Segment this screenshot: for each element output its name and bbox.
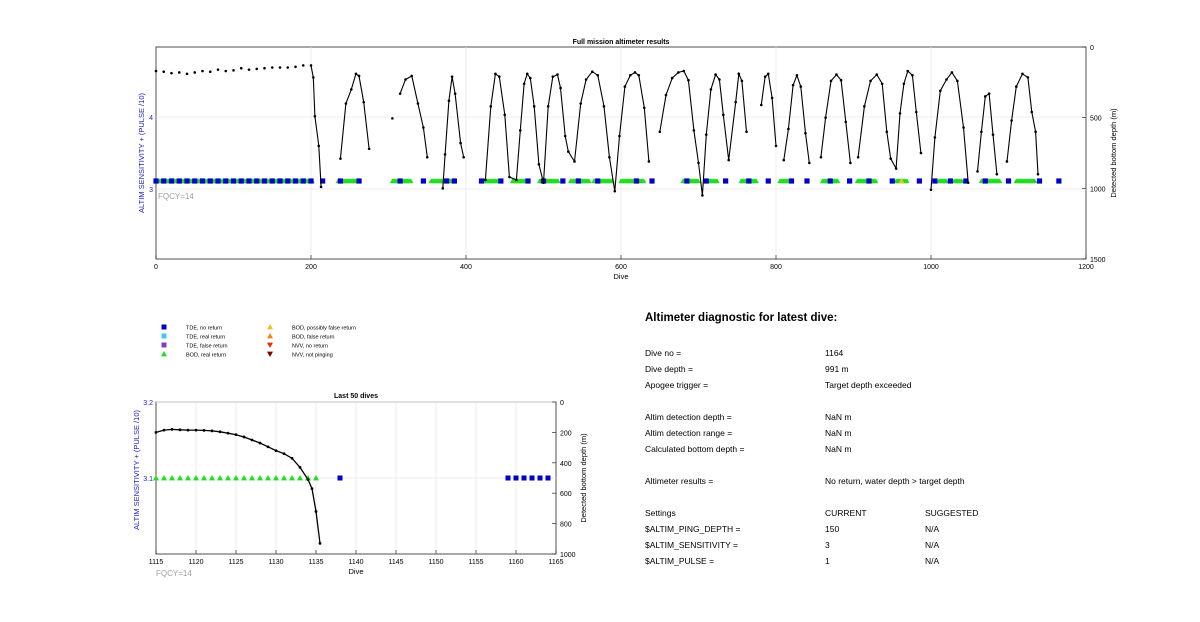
- legend-triangle-down-marker: [267, 352, 273, 357]
- x-tick-label: 1130: [268, 559, 284, 566]
- settings-header-label: Settings: [645, 508, 676, 518]
- tde-no-return-marker: [766, 178, 771, 183]
- legend-label: BOD, real return: [186, 352, 227, 359]
- tde-no-return-marker: [538, 476, 543, 481]
- legend-label: NVV, not pinging: [292, 352, 333, 359]
- settings-row-ping-depth: [645, 524, 1185, 536]
- diag-value: NaN m: [825, 412, 852, 422]
- tde-no-return-marker: [789, 178, 794, 183]
- tde-no-return-marker: [522, 476, 527, 481]
- legend-label: TDE, false return: [186, 343, 228, 350]
- setting-suggested: N/A: [925, 540, 940, 550]
- tde-no-return-marker: [847, 178, 852, 183]
- diag-label: Dive no =: [645, 348, 682, 358]
- bottom-depth-point: [391, 117, 394, 120]
- bottom-depth-point: [203, 429, 206, 432]
- x-tick-label: 400: [460, 264, 472, 271]
- diag-label: Dive depth =: [645, 364, 693, 374]
- tde-no-return-marker: [452, 178, 457, 183]
- bottom-depth-point: [251, 439, 254, 442]
- bottom-depth-point: [232, 69, 235, 72]
- diag-row-dive-no: [645, 348, 1185, 360]
- right-tick-label: 1000: [1090, 186, 1106, 194]
- x-tick-label: 0: [154, 264, 158, 271]
- tde-no-return-marker: [301, 178, 306, 183]
- bottom-depth-point: [259, 442, 262, 445]
- bottom-depth-point: [193, 71, 196, 74]
- diag-label: Calculated bottom depth =: [645, 444, 745, 454]
- tde-no-return-marker: [239, 178, 244, 183]
- tde-no-return-marker: [184, 178, 189, 183]
- settings-row-sensitivity: [645, 540, 1185, 552]
- right-tick-label: 200: [560, 430, 572, 438]
- diag-label: Altim detection depth =: [645, 412, 732, 422]
- bottom-depth-point: [195, 429, 198, 432]
- legend-label: TDE, real return: [186, 334, 226, 341]
- diag-value: No return, water depth > target depth: [825, 476, 965, 486]
- x-tick-label: 800: [770, 264, 782, 271]
- tde-no-return-marker: [262, 178, 267, 183]
- diagnostic-title: Altimeter diagnostic for latest dive:: [645, 312, 838, 324]
- tde-no-return-marker: [498, 178, 503, 183]
- bottom-depth-point: [283, 452, 286, 455]
- tde-no-return-marker: [595, 178, 600, 183]
- legend-square-marker: [162, 334, 167, 339]
- setting-label: $ALTIM_PING_DEPTH =: [645, 524, 741, 534]
- bottom-chart-ylabel-right: Detected bottom depth (m): [579, 433, 588, 523]
- bottom-depth-point: [211, 429, 214, 432]
- tde-no-return-marker: [231, 178, 236, 183]
- tde-no-return-marker: [514, 476, 519, 481]
- tde-no-return-marker: [634, 178, 639, 183]
- diag-value: NaN m: [825, 428, 852, 438]
- top-chart-ylabel-left: ALTIM SENSITIVITY + (PULSE /10): [137, 93, 146, 213]
- bottom-depth-point: [311, 487, 314, 490]
- tde-no-return-marker: [215, 178, 220, 183]
- tde-no-return-marker: [932, 178, 937, 183]
- tde-no-return-marker: [169, 178, 174, 183]
- bottom-depth-point: [179, 428, 182, 431]
- bottom-depth-point: [155, 70, 158, 73]
- diag-row-dive-depth: [645, 364, 1185, 376]
- x-tick-label: 1200: [1078, 264, 1094, 271]
- diag-value: Target depth exceeded: [825, 380, 912, 390]
- bottom-depth-point: [224, 70, 227, 73]
- tde-no-return-marker: [153, 178, 158, 183]
- top-chart-note: FQCY=14: [158, 192, 194, 201]
- bottom-chart-left-ticks: [143, 400, 153, 483]
- bottom-depth-point: [201, 70, 204, 73]
- x-tick-label: 1165: [548, 559, 564, 566]
- bottom-depth-point: [240, 67, 243, 70]
- tde-no-return-marker: [1056, 178, 1061, 183]
- tde-no-return-marker: [161, 178, 166, 183]
- bottom-depth-point: [286, 66, 289, 69]
- bottom-depth-point: [155, 431, 158, 434]
- right-tick-label: 800: [560, 521, 572, 529]
- settings-header-current: CURRENT: [825, 508, 867, 518]
- tde-no-return-marker: [804, 178, 809, 183]
- right-tick-label: 500: [1090, 115, 1102, 123]
- tde-no-return-marker: [1006, 178, 1011, 183]
- x-tick-label: 1155: [468, 559, 484, 566]
- x-tick-label: 1000: [923, 264, 939, 271]
- bottom-depth-point: [291, 457, 294, 460]
- legend-label: BOD, false return: [292, 334, 335, 341]
- right-tick-label: 0: [560, 400, 564, 407]
- tde-no-return-marker: [723, 178, 728, 183]
- bottom-chart-ylabel-left: ALTIM SENSITIVITY + (PULSE /10): [132, 410, 141, 530]
- bottom-depth-point: [267, 445, 270, 448]
- top-chart-left-ticks: [149, 115, 153, 194]
- left-tick-label: 3.1: [143, 476, 153, 483]
- legend-triangle-down-marker: [267, 343, 273, 348]
- bottom-depth-point: [163, 429, 166, 432]
- bottom-depth-point: [187, 429, 190, 432]
- bottom-depth-point: [315, 510, 318, 513]
- tde-no-return-marker: [684, 178, 689, 183]
- setting-label: $ALTIM_PULSE =: [645, 556, 715, 566]
- tde-no-return-marker: [444, 178, 449, 183]
- tde-no-return-marker: [398, 178, 403, 183]
- tde-no-return-marker: [866, 178, 871, 183]
- legend-label: BOD, possibly false return: [292, 325, 356, 332]
- diag-label: Apogee trigger =: [645, 380, 709, 390]
- tde-no-return-marker: [223, 178, 228, 183]
- tde-no-return-marker: [525, 178, 530, 183]
- right-tick-label: 1000: [560, 552, 576, 559]
- top-chart: [137, 39, 1118, 281]
- tde-no-return-marker: [1037, 178, 1042, 183]
- right-tick-label: 0: [1090, 45, 1094, 52]
- tde-no-return-marker: [338, 476, 343, 481]
- bottom-depth-point: [299, 466, 302, 469]
- setting-current: 3: [825, 540, 830, 550]
- tde-no-return-marker: [576, 178, 581, 183]
- tde-no-return-marker: [479, 178, 484, 183]
- tde-no-return-marker: [200, 178, 205, 183]
- right-tick-label: 600: [560, 491, 572, 499]
- x-tick-label: 1135: [308, 559, 324, 566]
- diag-row-apogee-trigger: [645, 380, 1185, 392]
- x-tick-label: 200: [305, 264, 317, 271]
- tde-no-return-marker: [560, 178, 565, 183]
- bottom-depth-point: [275, 449, 278, 452]
- top-chart-title: Full mission altimeter results: [572, 39, 670, 46]
- settings-header: [645, 508, 1185, 520]
- tde-no-return-marker: [177, 178, 182, 183]
- legend-triangle-up-marker: [267, 324, 273, 329]
- x-tick-label: 1160: [508, 559, 524, 566]
- bottom-chart-note: FQCY=14: [156, 569, 192, 578]
- bottom-depth-point: [170, 72, 173, 75]
- tde-no-return-marker: [530, 476, 535, 481]
- bottom-chart: [132, 393, 588, 578]
- setting-suggested: N/A: [925, 556, 940, 566]
- tde-no-return-marker: [421, 178, 426, 183]
- diag-value: 1164: [825, 348, 844, 358]
- bottom-depth-point: [255, 68, 258, 71]
- bottom-depth-point: [271, 66, 274, 69]
- bottom-depth-point: [171, 428, 174, 431]
- tde-no-return-marker: [246, 178, 251, 183]
- x-tick-label: 1125: [228, 559, 244, 566]
- x-tick-label: 1120: [188, 559, 204, 566]
- top-chart-ylabel-right: Detected bottom depth (m): [1109, 108, 1118, 198]
- tde-no-return-marker: [546, 476, 551, 481]
- legend-square-marker: [162, 325, 167, 330]
- tde-no-return-marker: [704, 178, 709, 183]
- x-tick-label: 1140: [348, 559, 364, 566]
- bottom-depth-point: [307, 478, 310, 481]
- diag-value: 991 m: [825, 364, 849, 374]
- tde-no-return-marker: [506, 476, 511, 481]
- bottom-depth-point: [263, 67, 266, 70]
- setting-current: 150: [825, 524, 840, 534]
- diag-row-altimeter-results: [645, 476, 1185, 488]
- diag-row-detection-depth: [645, 412, 1185, 424]
- tde-no-return-marker: [983, 178, 988, 183]
- tde-no-return-marker: [270, 178, 275, 183]
- tde-no-return-marker: [649, 178, 654, 183]
- top-chart-xlabel: Dive: [613, 272, 629, 281]
- bottom-depth-point: [302, 64, 305, 67]
- right-tick-label: 400: [560, 460, 572, 468]
- left-tick-label: 4: [149, 115, 153, 122]
- diag-row-detection-range: [645, 428, 1185, 440]
- legend-triangle-up-marker: [161, 351, 167, 356]
- settings-row-pulse: [645, 556, 1185, 568]
- x-tick-label: 1145: [388, 559, 404, 566]
- bottom-chart-xlabel: Dive: [348, 567, 364, 576]
- bottom-depth-point: [235, 433, 238, 436]
- bottom-depth-point: [209, 70, 212, 73]
- legend-square-marker: [162, 343, 167, 348]
- tde-no-return-marker: [356, 178, 361, 183]
- bottom-depth-point: [319, 542, 322, 545]
- tde-no-return-marker: [746, 178, 751, 183]
- tde-no-return-marker: [890, 178, 895, 183]
- right-tick-label: 1500: [1090, 257, 1106, 264]
- diag-label: Altimeter results =: [645, 476, 714, 486]
- legend-label: NVV, no return: [292, 343, 328, 350]
- tde-no-return-marker: [285, 178, 290, 183]
- bottom-depth-point: [243, 436, 246, 439]
- tde-no-return-marker: [254, 178, 259, 183]
- bottom-depth-point: [219, 430, 222, 433]
- tde-no-return-marker: [208, 178, 213, 183]
- bottom-depth-point: [248, 68, 251, 71]
- bottom-depth-point: [186, 73, 189, 76]
- left-tick-label: 3.2: [143, 400, 153, 407]
- tde-no-return-marker: [828, 178, 833, 183]
- diag-row-calculated-bottom-depth: [645, 444, 1185, 456]
- diag-label: Altim detection range =: [645, 428, 733, 438]
- tde-no-return-marker: [917, 178, 922, 183]
- x-tick-label: 1150: [428, 559, 444, 566]
- tde-no-return-marker: [277, 178, 282, 183]
- bottom-depth-point: [279, 66, 282, 69]
- bottom-depth-point: [217, 68, 220, 71]
- bottom-depth-point: [227, 432, 230, 435]
- setting-suggested: N/A: [925, 524, 940, 534]
- tde-no-return-marker: [948, 178, 953, 183]
- tde-no-return-marker: [293, 178, 298, 183]
- left-tick-label: 3: [149, 187, 153, 194]
- settings-header-suggested: SUGGESTED: [925, 508, 979, 518]
- x-tick-label: 1115: [148, 559, 164, 566]
- diag-value: NaN m: [825, 444, 852, 454]
- bottom-depth-point: [294, 65, 297, 68]
- setting-current: 1: [825, 556, 830, 566]
- bottom-chart-title: Last 50 dives: [334, 393, 378, 400]
- bottom-depth-point: [162, 70, 165, 73]
- legend: [161, 324, 356, 359]
- x-tick-label: 600: [615, 264, 627, 271]
- tde-no-return-marker: [308, 178, 313, 183]
- bottom-depth-point: [178, 71, 181, 74]
- tde-no-return-marker: [192, 178, 197, 183]
- setting-label: $ALTIM_SENSITIVITY =: [645, 540, 738, 550]
- legend-triangle-up-marker: [267, 333, 273, 338]
- legend-label: TDE, no return: [186, 325, 223, 332]
- tde-no-return-marker: [338, 178, 343, 183]
